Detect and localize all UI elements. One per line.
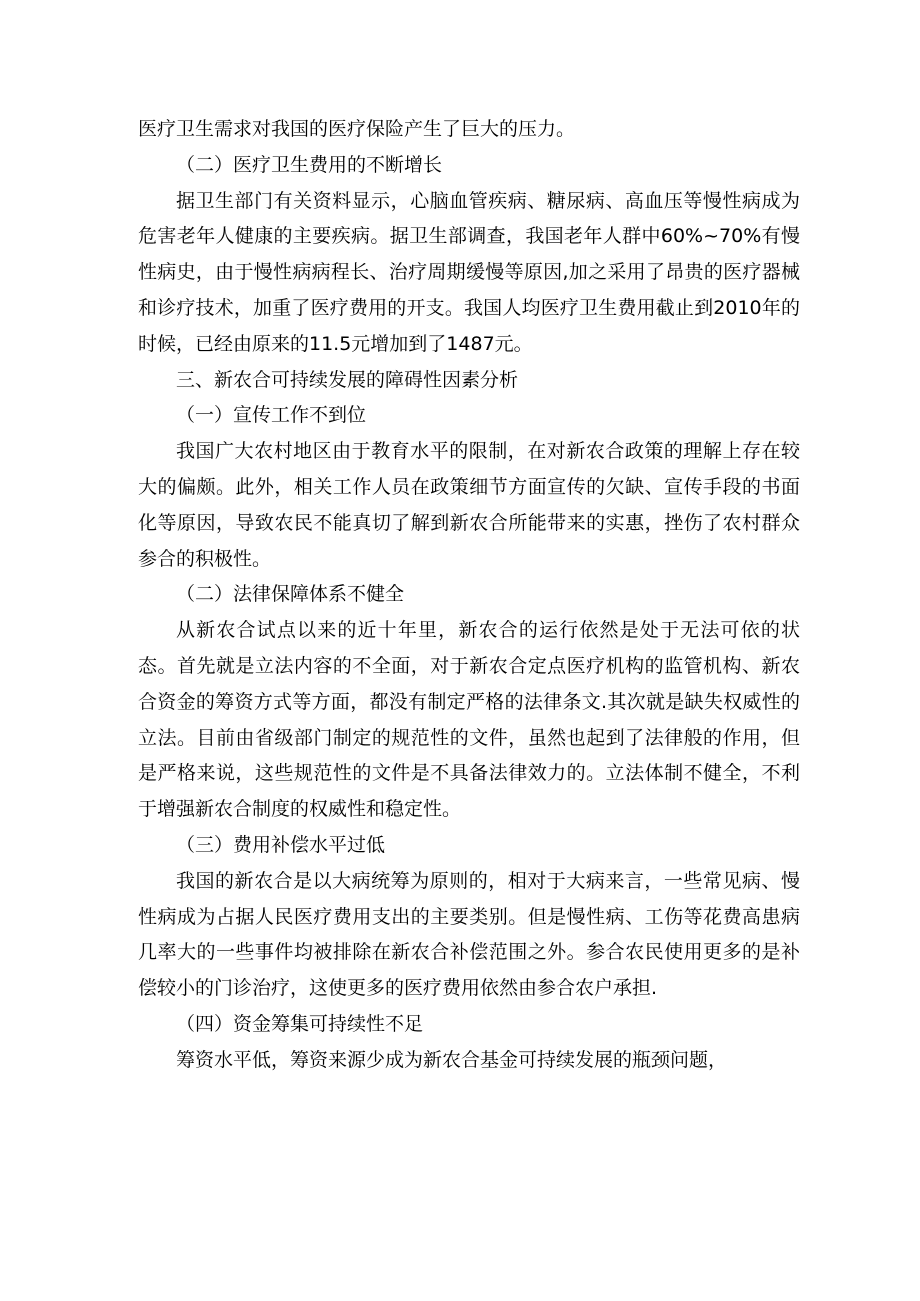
continuation-paragraph: 医疗卫生需求对我国的医疗保险产生了巨大的压力。	[138, 118, 576, 140]
subheading-medical-cost-growth: （二）医疗卫生费用的不断增长	[176, 153, 443, 176]
paragraph-funding: 筹资水平低，筹资来源少成为新农合基金可持续发展的瓶颈问题，	[176, 1048, 728, 1071]
paragraph-publicity: 我国广大农村地区由于教育水平的限制，在对新农合政策的理解上存在较大的偏颇。此外，相关工作人员在政策细节方面宣传的欠缺、宣传手段的书面化等原因，导致农民不能真切了解到新农合所能带来的实惠，挫伤了农村群众参合的积极性。	[138, 440, 800, 570]
subheading-compensation: （三）费用补偿水平过低	[176, 833, 386, 856]
document-body	[138, 112, 800, 1079]
subheading-legal-system: （二）法律保障体系不健全	[176, 583, 405, 606]
paragraph-medical-cost-growth: 据卫生部门有关资料显示，心脑血管疾病、糖尿病、高血压等慢性病成为危害老年人健康的主要疾病。据卫生部调查，我国老年人群中60%~70%有慢性病史，由于慢性病病程长、治疗周期缓慢等原因,加之采用了昂贵的医疗器械和诊疗技术，加重了医疗费用的开支。我国人均医疗卫生费用截止到2010年的时候，已经由原来的11.5元增加到了1487元。	[138, 189, 800, 355]
subheading-publicity: （一）宣传工作不到位	[176, 404, 367, 427]
section-heading-obstacles: 三、新农合可持续发展的障碍性因素分析	[176, 368, 519, 391]
subheading-funding: （四）资金筹集可持续性不足	[176, 1012, 424, 1035]
paragraph-legal-system: 从新农合试点以来的近十年里，新农合的运行依然是处于无法可依的状态。首先就是立法内容的不全面，对于新农合定点医疗机构的监管机构、新农合资金的筹资方式等方面，都没有制定严格的法律条文.其次就是缺失权威性的立法。目前由省级部门制定的规范性的文件，虽然也起到了法律般的作用，但是严格来说，这些规范性的文件是不具备法律效力的。立法体制不健全，不利于增强新农合制度的权威性和稳定性。	[138, 619, 800, 821]
paragraph-compensation: 我国的新农合是以大病统筹为原则的，相对于大病来言，一些常见病、慢性病成为占据人民医疗费用支出的主要类别。但是慢性病、工伤等花费高患病几率大的一些事件均被排除在新农合补偿范围之外。参合农民使用更多的是补偿较小的门诊治疗，这使更多的医疗费用依然由参合农户承担.	[138, 869, 800, 1000]
